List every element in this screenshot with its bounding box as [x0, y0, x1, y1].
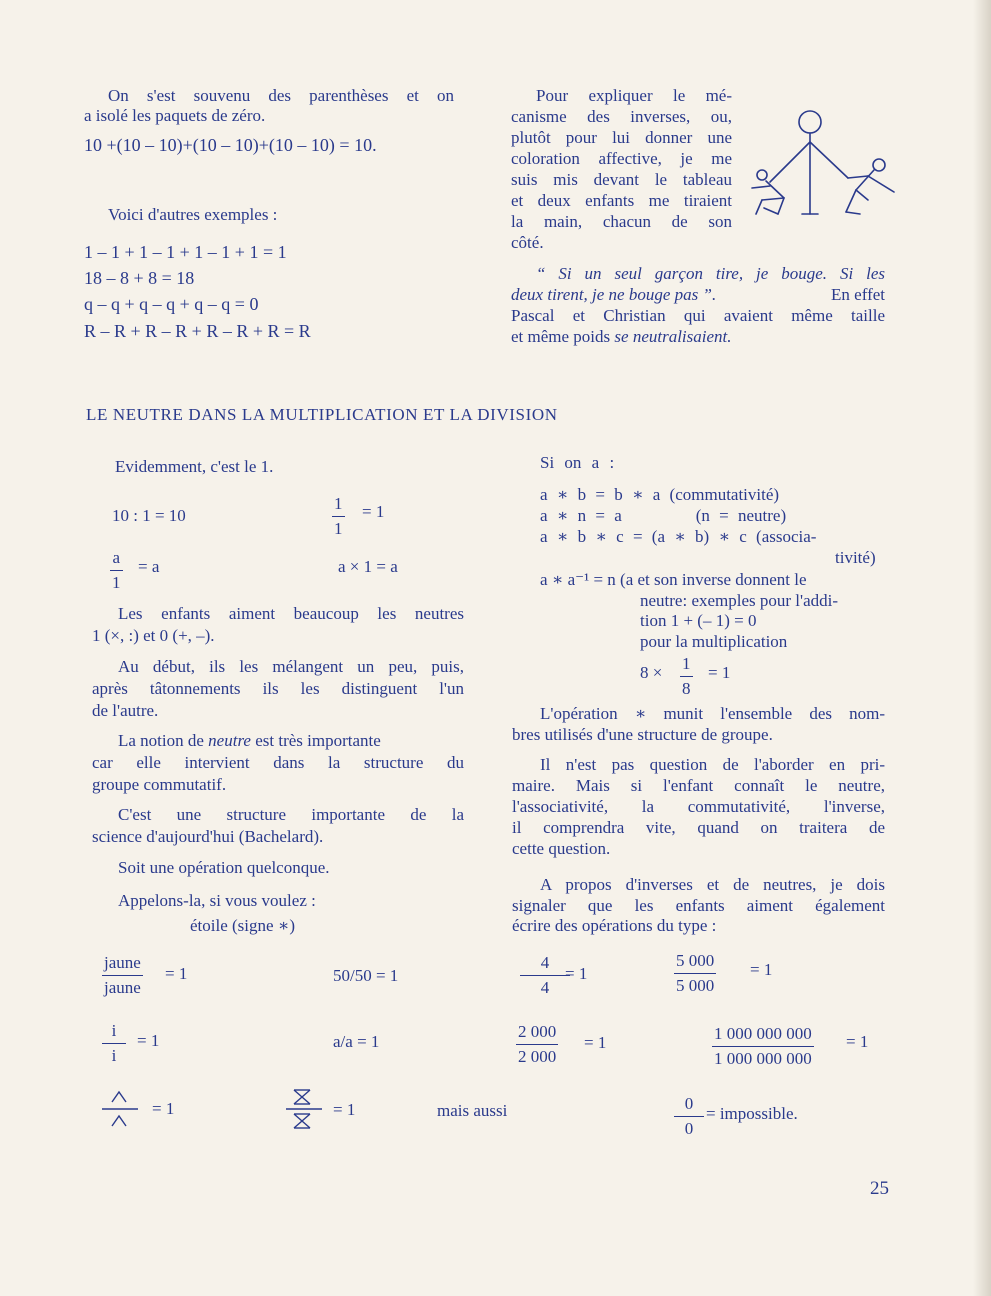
fraction-bar: [102, 1043, 126, 1044]
text-span: et même poids: [511, 327, 615, 346]
page-number: 25: [870, 1178, 889, 1199]
text-line: signaler que les enfants aiment également: [512, 896, 885, 915]
formula-line: a ∗ b = b ∗ a (commutativité): [540, 485, 780, 504]
text-line: groupe commutatif.: [92, 775, 227, 794]
text-line: science d'aujourd'hui (Bachelard).: [92, 827, 324, 846]
text-line: L'opération ∗ munit l'ensemble des nom-: [540, 704, 885, 723]
formula-line: neutre: exemples pour l'addi-: [640, 591, 839, 610]
numerator: 5 000: [676, 951, 715, 970]
fraction-zero: [674, 1094, 704, 1139]
equation-rest: = 1: [137, 1031, 160, 1050]
denominator: 1: [334, 519, 343, 538]
text-line: Il n'est pas question de l'aborder en pri-: [540, 755, 885, 774]
quote-text: deux tirent, je ne bouge pas ”.: [511, 285, 717, 304]
fraction-bar: [110, 570, 123, 571]
equation: 10 : 1 = 10: [112, 506, 186, 525]
fraction-bar: [674, 973, 716, 974]
equation-rest: = 1: [708, 663, 731, 682]
text-line: Soit une opération quelconque.: [118, 858, 330, 877]
equation: a/a = 1: [333, 1032, 380, 1051]
quote-line-2: [511, 284, 885, 305]
text-line: Les enfants aiment beaucoup les neutres: [118, 604, 464, 623]
denominator: i: [111, 1046, 117, 1065]
equation: 10 +(10 – 10)+(10 – 10)+(10 – 10) = 10.: [84, 135, 377, 155]
text-line: C'est une structure importante de la: [118, 805, 464, 824]
text-span: La notion de: [118, 731, 209, 750]
example-line: 1 – 1 + 1 – 1 + 1 – 1 + 1 = 1: [84, 242, 287, 262]
text-line: On s'est souvenu des parenthèses et on: [108, 86, 454, 105]
numerator: 1: [682, 654, 691, 673]
fraction-bar: [520, 975, 570, 976]
formula-line: tion 1 + (– 1) = 0: [640, 611, 757, 630]
text-line: l'associativité, la commutativité, l'inverse,: [512, 797, 885, 816]
page-edge-shadow: [973, 0, 991, 1296]
mais-aussi-text: mais aussi: [437, 1101, 508, 1120]
wedge-symbol-fraction: [100, 1088, 140, 1130]
fraction-jaune: [102, 953, 143, 998]
equation-rest: = a: [138, 557, 160, 576]
numerator: jaune: [104, 953, 141, 972]
quote-tail: En effet: [831, 285, 885, 304]
fraction-5000: [674, 951, 716, 996]
text-line: coloration affective, je me: [511, 149, 732, 168]
formula-line: pour la multiplication: [640, 632, 788, 651]
fraction-bar: [680, 676, 693, 677]
formula-line: a ∗ b ∗ c = (a ∗ b) ∗ c (associa-: [540, 527, 817, 546]
text-line: car elle intervient dans la structure du: [92, 753, 464, 772]
denominator: jaune: [104, 978, 141, 997]
equation-rest: = 1: [750, 960, 773, 979]
formula-line: tivité): [835, 548, 876, 567]
text-line: suis mis devant le tableau: [511, 170, 732, 189]
fraction-bar: [332, 516, 345, 517]
text-span: est très importante: [250, 731, 381, 750]
text-line: de l'autre.: [92, 701, 159, 720]
denominator: 4: [540, 978, 550, 997]
text-line: Evidemment, c'est le 1.: [115, 457, 274, 476]
text-line: étoile (signe ∗): [190, 916, 296, 935]
fraction-bar: [674, 1116, 704, 1117]
text-line: la main, chacun de son: [511, 212, 732, 231]
denominator: 8: [682, 679, 691, 698]
example-line: R – R + R – R + R – R + R = R: [84, 321, 311, 341]
text-line: 1 (×, :) et 0 (+, –).: [92, 626, 215, 645]
denominator: 1: [112, 573, 121, 592]
fraction-bar: [102, 975, 143, 976]
text-line: et deux enfants me tiraient: [511, 191, 732, 210]
quote-line: “ Si un seul garçon tire, je bouge. Si les: [536, 264, 885, 283]
equation-rest: = impossible.: [706, 1104, 798, 1123]
equation-rest: = 1: [165, 964, 188, 983]
example-line: 18 – 8 + 8 = 18: [84, 268, 195, 288]
fraction: [110, 548, 123, 593]
text-line: [511, 326, 732, 347]
text-line: côté.: [511, 233, 544, 252]
stick-figures-illustration: [748, 104, 898, 222]
numerator: i: [111, 1021, 117, 1040]
text-line: Si on a :: [540, 453, 615, 472]
fraction: [680, 654, 693, 699]
text-line: Pour expliquer le mé-: [536, 86, 732, 105]
text-line: Pascal et Christian qui avaient même taille: [511, 306, 885, 325]
equation: a × 1 = a: [338, 557, 398, 576]
fraction: [332, 494, 345, 539]
text-line: [118, 730, 464, 751]
example-line: q – q + q – q + q – q = 0: [84, 294, 259, 314]
text-line: après tâtonnements ils les distinguent l'un: [92, 679, 464, 698]
numerator: 1 000 000 000: [714, 1024, 812, 1043]
numerator: 1: [334, 494, 343, 513]
section-heading: LE NEUTRE DANS LA MULTIPLICATION ET LA DIVISION: [86, 405, 558, 424]
text-line: a isolé les paquets de zéro.: [84, 106, 266, 125]
equation: 50/50 = 1: [333, 966, 399, 985]
text-line: canisme des inverses, ou,: [511, 107, 732, 126]
formula-line: a ∗ a⁻¹ = n (a et son inverse donnent le: [540, 570, 807, 589]
text-line: plutôt pour lui donner une: [511, 128, 732, 147]
denominator: 5 000: [676, 976, 715, 995]
italic-span: neutre: [208, 731, 251, 750]
numerator: a: [112, 548, 121, 567]
examples-intro: Voici d'autres exemples :: [108, 205, 278, 224]
text-line: Au début, ils les mélangent un peu, puis,: [118, 657, 464, 676]
fraction-bar: [516, 1044, 558, 1045]
fraction-4: [520, 953, 570, 998]
italic-span: se neutralisaient.: [614, 327, 732, 346]
numerator: 4: [540, 953, 550, 972]
numerator: 2 000: [518, 1022, 557, 1041]
text-line: A propos d'inverses et de neutres, je dois: [540, 875, 885, 894]
text-line: il comprendra vite, quand on traitera de: [512, 818, 885, 837]
fraction-billion: [712, 1024, 814, 1069]
equation-prefix: 8 ×: [640, 663, 663, 682]
text-line: cette question.: [512, 839, 611, 858]
text-line: maire. Mais si l'enfant connaît le neutre,: [512, 776, 885, 795]
equation-rest: = 1: [565, 964, 588, 983]
equation-rest: = 1: [333, 1100, 356, 1119]
fraction-bar: [712, 1046, 814, 1047]
denominator: 0: [684, 1119, 694, 1138]
equation-rest: = 1: [846, 1032, 869, 1051]
equation-rest: = 1: [584, 1033, 607, 1052]
fraction-2000: [516, 1022, 558, 1067]
equation-rest: = 1: [152, 1099, 175, 1118]
equation-rest: = 1: [362, 502, 385, 521]
denominator: 1 000 000 000: [714, 1049, 812, 1068]
text-line: écrire des opérations du type :: [512, 916, 717, 935]
fraction-i: [102, 1021, 126, 1066]
hourglass-symbol-fraction: [282, 1087, 324, 1131]
numerator: 0: [684, 1094, 694, 1113]
text-line: bres utilisés d'une structure de groupe.: [512, 725, 773, 744]
denominator: 2 000: [518, 1047, 557, 1066]
text-line: Appelons-la, si vous voulez :: [118, 891, 316, 910]
formula-line: a ∗ n = a (n = neutre): [540, 506, 787, 525]
